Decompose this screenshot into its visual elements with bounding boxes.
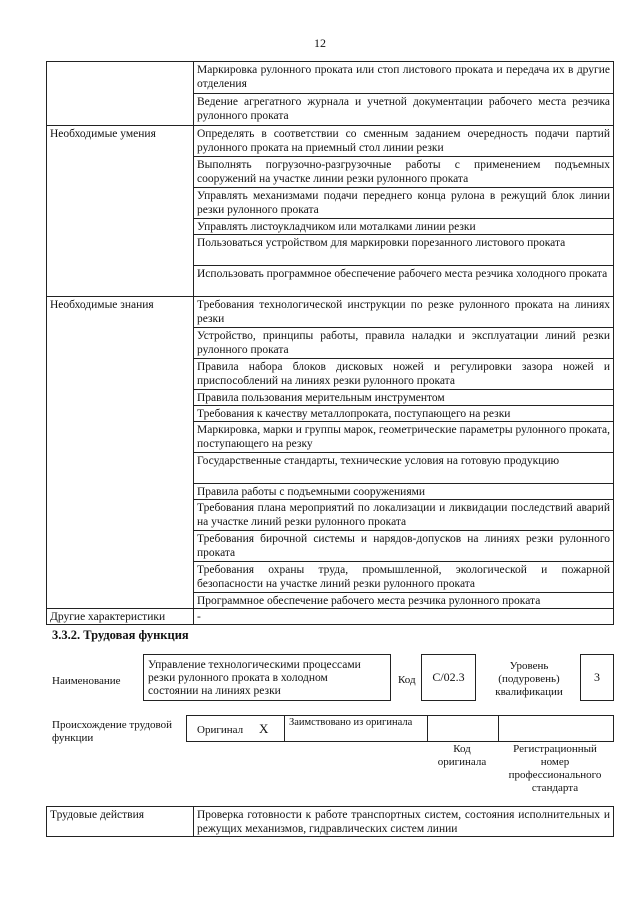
divider	[427, 716, 428, 741]
row-label-knowledge: Необходимые знания	[47, 297, 194, 609]
table-cell: -	[194, 609, 614, 625]
code-box	[421, 654, 476, 701]
table-cell: Требования технологической инструкции по резке рулонного проката на линиях резки	[194, 297, 614, 328]
level-value: 3	[594, 670, 600, 684]
origin-box	[186, 715, 614, 742]
borrowed-label: Заимствовано из оригинала	[289, 717, 413, 728]
code-original-caption: Код оригинала	[437, 743, 487, 768]
table-cell: Проверка готовности к работе транспортных систем, состояния исполнительных и режущих механизмов, гидравлических систем линии	[194, 807, 614, 837]
original-mark: X	[259, 721, 269, 736]
table-cell: Управлять механизмами подачи переднего конца рулона в режущий блок линии резки рулонного проката	[194, 188, 614, 219]
requirements-table	[46, 61, 614, 625]
table-cell: Государственные стандарты, технические условия на готовую продукцию	[194, 453, 614, 484]
actions-label: Трудовые действия	[47, 807, 194, 837]
table-cell: Устройство, принципы работы, правила наладки и эксплуатации линий резки рулонного проката	[194, 328, 614, 359]
origin-label: Происхождение трудовой функции	[52, 719, 173, 744]
original-label: Оригинал	[197, 724, 244, 736]
table-cell: Правила набора блоков дисковых ножей и регулировки зазора ножей и приспособлений на линиях резки рулонного проката	[194, 359, 614, 390]
table-cell: Выполнять погрузочно-разгрузочные работы с применением подъемных сооружений на участке линии резки рулонного проката	[194, 157, 614, 188]
table-cell: Ведение агрегатного журнала и учетной документации рабочего места резчика рулонного проката	[194, 94, 614, 126]
row-label-other: Другие характеристики	[47, 609, 194, 625]
table-cell: Маркировка, марки и группы марок, геометрические параметры рулонного проката, поступающего на резку	[194, 422, 614, 453]
row-label	[47, 62, 194, 126]
table-cell: Управлять листоукладчиком или моталками линии резки	[194, 219, 614, 235]
table-cell: Пользоваться устройством для маркировки порезанного листового проката	[194, 235, 614, 266]
table-cell: Программное обеспечение рабочего места резчика рулонного проката	[194, 593, 614, 609]
name-label: Наименование	[52, 675, 121, 687]
table-cell: Требования охраны труда, промышленной, экологической и пожарной безопасности на участке линий резки рулонного проката	[194, 562, 614, 593]
level-label: Уровень (подуровень) квалификации	[495, 660, 563, 698]
table-cell: Правила работы с подъемными сооружениями	[194, 484, 614, 500]
actions-table	[46, 806, 614, 837]
name-value: Управление технологическими процессами резки рулонного проката в холодном состоянии на линиях резки	[148, 659, 361, 697]
table-cell: Требования к качеству металлопроката, поступающего на резки	[194, 406, 614, 422]
table-cell: Правила пользования мерительным инструментом	[194, 390, 614, 406]
divider	[498, 716, 499, 741]
code-label: Код	[398, 674, 416, 686]
code-value: С/02.3	[432, 670, 465, 684]
divider	[284, 716, 285, 741]
table-cell: Использовать программное обеспечение рабочего места резчика холодного проката	[194, 266, 614, 297]
level-box	[580, 654, 614, 701]
row-label-skills: Необходимые умения	[47, 126, 194, 297]
table-cell: Требования бирочной системы и нарядов-допусков на линиях резки рулонного проката	[194, 531, 614, 562]
table-cell: Требования плана мероприятий по локализации и ликвидации последствий аварий на участке линий резки рулонного проката	[194, 500, 614, 531]
table-cell: Маркировка рулонного проката или стоп листового проката и передача их в другие отделения	[194, 62, 614, 94]
section-title: 3.3.2. Трудовая функция	[52, 628, 189, 642]
table-cell: Определять в соответствии со сменным заданием очередность подачи партий рулонного проката на приемный стол линии резки	[194, 126, 614, 157]
page-number: 12	[314, 36, 326, 50]
name-box	[143, 654, 391, 701]
reg-number-caption: Регистрационный номер профессионального стандарта	[508, 743, 602, 794]
